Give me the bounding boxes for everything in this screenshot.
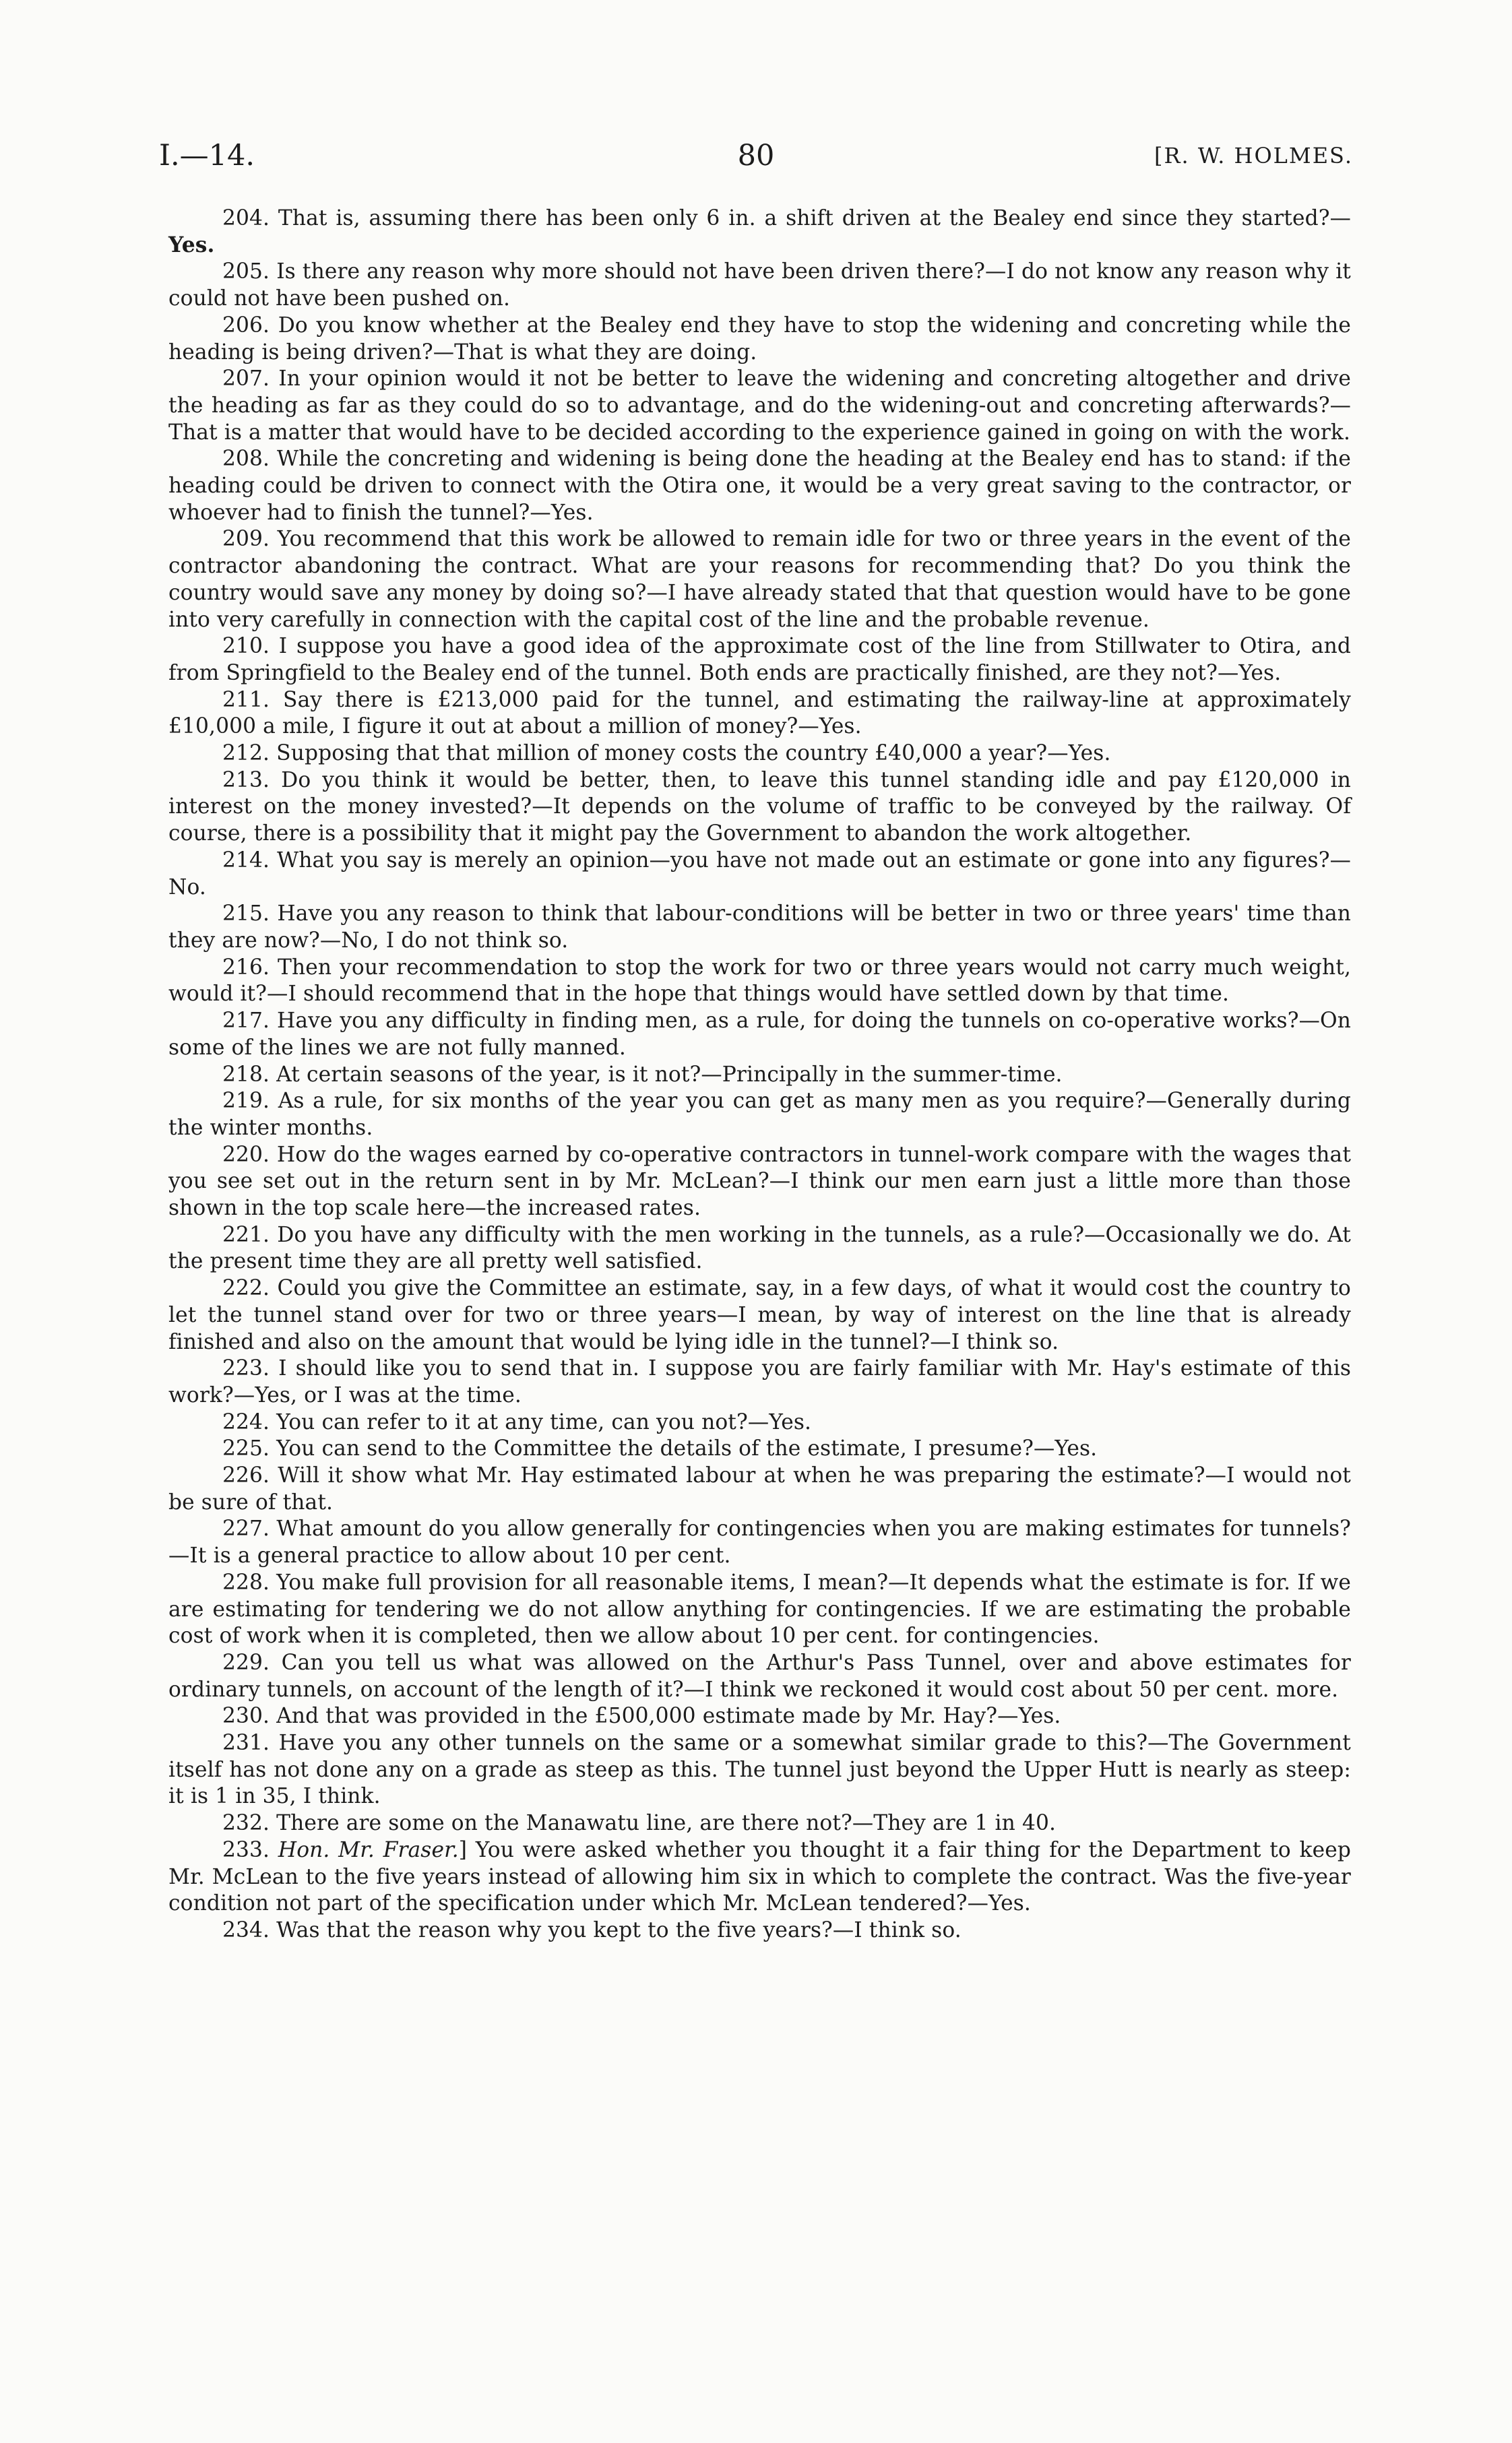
question-answer-paragraph bbox=[168, 687, 1351, 740]
question-answer-paragraph bbox=[168, 1275, 1351, 1356]
paragraph-text: Have you any reason to think that labour-conditions will be better in two or three years' time than they are now?—No, I do not think so. bbox=[168, 901, 1351, 953]
paragraph-text: Can you tell us what was allowed on the Arthur's Pass Tunnel, over and above estimates for ordinary tunnels, on account of the length of it?—I think we reckoned it would cost about 50 per cent. more. bbox=[168, 1650, 1351, 1702]
paragraph-text: Say there is £213,000 paid for the tunnel, and estimating the railway-line at approximately £10,000 a mile, I figure it out at about a million of money?—Yes. bbox=[168, 687, 1351, 739]
paragraph-text: I suppose you have a good idea of the approximate cost of the line from Stillwater to Otira, and from Springfield to the Bealey end of the tunnel. Both ends are practically finished, are they not?—Yes. bbox=[168, 634, 1351, 685]
question-answer-paragraph bbox=[168, 1142, 1351, 1222]
question-answer-paragraph bbox=[168, 446, 1351, 526]
question-number: 212. bbox=[222, 741, 270, 766]
question-answer-paragraph bbox=[168, 1570, 1351, 1650]
question-number: 204. bbox=[222, 206, 270, 230]
question-number: 211. bbox=[222, 687, 270, 712]
question-answer-paragraph bbox=[168, 901, 1351, 954]
question-number: 227. bbox=[222, 1517, 270, 1542]
paragraph-text: Have you any difficulty in finding men, as a rule, for doing the tunnels on co-operative works?—On some of the lines we are not fully manned. bbox=[168, 1009, 1351, 1060]
paragraph-text: ] You were asked whether you thought it a fair thing for the Department to keep Mr. McLean to the five years instead of allowing him six in which to complete the contract. Was the five-year condition not part of the specification under which Mr. McLean tendered?—Yes. bbox=[168, 1837, 1351, 1916]
question-answer-paragraph bbox=[168, 1409, 1351, 1436]
question-answer-paragraph bbox=[168, 313, 1351, 366]
question-answer-paragraph bbox=[168, 1436, 1351, 1463]
paragraph-text: Do you think it would be better, then, to leave this tunnel standing idle and pay £120,000 in interest on the money invested?—It depends on the volume of traffic to be conveyed by the railway. Of course, there is a possibility that it might pay the Government to abandon the work altogether. bbox=[168, 767, 1351, 846]
paragraph-text: There are some on the Manawatu line, are there not?—They are 1 in 40. bbox=[276, 1811, 1057, 1836]
question-answer-paragraph bbox=[168, 259, 1351, 312]
question-answer-paragraph bbox=[168, 848, 1351, 901]
paragraph-text: You can send to the Committee the details of the estimate, I presume?—Yes. bbox=[276, 1436, 1098, 1461]
paragraph-text: Then your recommendation to stop the work for two or three years would not carry much weight, would it?—I should recommend that in the hope that things would have settled down by that time. bbox=[168, 955, 1351, 1007]
question-answer-paragraph bbox=[168, 633, 1351, 687]
question-number: 206. bbox=[222, 313, 270, 338]
paragraph-text: And that was provided in the £500,000 estimate made by Mr. Hay?—Yes. bbox=[276, 1704, 1061, 1729]
question-answer-paragraph bbox=[168, 1837, 1351, 1917]
question-answer-paragraph bbox=[168, 366, 1351, 446]
paragraph-text: Have you any other tunnels on the same or a somewhat similar grade to this?—The Government itself has not done any on a grade as steep as this. The tunnel just beyond the Upper Hutt is nearly as steep: it is 1 in 35, I think. bbox=[168, 1731, 1351, 1809]
question-number: 231. bbox=[222, 1731, 270, 1756]
paper-reference: I.—14. bbox=[159, 139, 255, 172]
question-number: 234. bbox=[222, 1918, 270, 1942]
question-number: 210. bbox=[222, 634, 270, 659]
paragraph-text: Is there any reason why more should not have been driven there?—I do not know any reason why it could not have been pushed on. bbox=[168, 259, 1351, 311]
question-number: 220. bbox=[222, 1142, 270, 1167]
question-number: 228. bbox=[222, 1570, 270, 1595]
question-number: 214. bbox=[222, 848, 270, 872]
paragraph-text: You make full provision for all reasonable items, I mean?—It depends what the estimate is for. If we are estimating for tendering we do not allow anything for contingencies. If we are estimating the probable cost of work when it is completed, then we allow about 10 per cent. for contingencies. bbox=[168, 1570, 1351, 1649]
paragraph-text: Could you give the Committee an estimate, say, in a few days, of what it would cost the country to let the tunnel stand over for two or three years—I mean, by way of interest on the line that is already finished and also on the amount that would be lying idle in the tunnel?—I think so. bbox=[168, 1276, 1351, 1354]
question-answer-paragraph bbox=[168, 1917, 1351, 1944]
paragraph-text: Will it show what Mr. Hay estimated labour at when he was preparing the estimate?—I would not be sure of that. bbox=[168, 1463, 1351, 1515]
question-number: 232. bbox=[222, 1811, 270, 1836]
question-number: 207. bbox=[222, 367, 270, 391]
question-number: 224. bbox=[222, 1409, 270, 1434]
question-answer-paragraph bbox=[168, 1062, 1351, 1089]
question-answer-paragraph bbox=[168, 1516, 1351, 1569]
question-answer-paragraph bbox=[168, 205, 1351, 259]
question-answer-paragraph bbox=[168, 767, 1351, 848]
question-answer-paragraph bbox=[168, 1650, 1351, 1703]
paragraph-text: While the concreting and widening is being done the heading at the Bealey end has to stand: if the heading could be driven to connect with the Otira one, it would be a very great saving to the contractor, or whoever had to finish the tunnel?—Yes. bbox=[168, 447, 1351, 525]
question-answer-paragraph bbox=[168, 1730, 1351, 1810]
question-number: 219. bbox=[222, 1089, 270, 1114]
question-number: 221. bbox=[222, 1222, 270, 1247]
paragraph-text: Was that the reason why you kept to the five years?—I think so. bbox=[276, 1918, 962, 1942]
question-number: 230. bbox=[222, 1704, 270, 1729]
paragraph-text: What you say is merely an opinion—you have not made out an estimate or gone into any figures?—No. bbox=[168, 848, 1351, 899]
answer-emphasis: Yes. bbox=[168, 232, 215, 257]
question-answer-paragraph bbox=[168, 1463, 1351, 1516]
question-answer-paragraph bbox=[168, 1222, 1351, 1275]
paragraph-text: I should like you to send that in. I suppose you are fairly familiar with Mr. Hay's estimate of this work?—Yes, or I was at the time. bbox=[168, 1356, 1351, 1407]
question-number: 213. bbox=[222, 767, 270, 792]
paragraph-text: That is, assuming there has been only 6 in. a shift driven at the Bealey end since they started?— bbox=[278, 206, 1351, 230]
question-number: 205. bbox=[222, 259, 270, 284]
witness-name: [R. W. HOLMES. bbox=[1154, 143, 1353, 168]
question-answer-paragraph bbox=[168, 526, 1351, 633]
question-answer-paragraph bbox=[168, 1810, 1351, 1837]
question-number: 223. bbox=[222, 1356, 270, 1381]
question-answer-paragraph bbox=[168, 740, 1351, 767]
paragraph-text: At certain seasons of the year, is it not?—Principally in the summer-time. bbox=[276, 1062, 1063, 1087]
question-number: 233. bbox=[222, 1837, 270, 1862]
page-number: 80 bbox=[737, 139, 775, 172]
question-number: 215. bbox=[222, 901, 270, 926]
paragraph-text: How do the wages earned by co-operative contractors in tunnel-work compare with the wages that you see set out in the return sent in by Mr. McLean?—I think our men earn just a little more than those shown in the top scale here—the increased rates. bbox=[168, 1142, 1351, 1221]
question-number: 217. bbox=[222, 1009, 270, 1034]
question-number: 208. bbox=[222, 447, 270, 472]
paragraph-text: Supposing that that million of money costs the country £40,000 a year?—Yes. bbox=[276, 741, 1111, 766]
question-number: 222. bbox=[222, 1276, 270, 1301]
paragraph-text: Do you know whether at the Bealey end they have to stop the widening and concreting while the heading is being driven?—That is what they are doing. bbox=[168, 313, 1351, 364]
question-answer-paragraph bbox=[168, 1008, 1351, 1061]
speaker-name: Hon. Mr. Fraser. bbox=[278, 1837, 459, 1862]
question-answer-paragraph bbox=[168, 1088, 1351, 1141]
evidence-text bbox=[168, 205, 1351, 1944]
question-number: 229. bbox=[222, 1650, 270, 1675]
paragraph-text: In your opinion would it not be better to leave the widening and concreting altogether and drive the heading as far as they could do so to advantage, and do the widening-out and concreting afterwards?—That is a matter that would have to be decided according to the experience gained in going on with the work. bbox=[168, 367, 1351, 445]
question-answer-paragraph bbox=[168, 955, 1351, 1008]
question-number: 225. bbox=[222, 1436, 270, 1461]
question-number: 218. bbox=[222, 1062, 270, 1087]
page-header bbox=[159, 132, 1353, 179]
paragraph-text: Do you have any difficulty with the men working in the tunnels, as a rule?—Occasionally we do. At the present time they are all pretty well satisfied. bbox=[168, 1222, 1351, 1274]
question-number: 209. bbox=[222, 527, 270, 552]
question-answer-paragraph bbox=[168, 1703, 1351, 1730]
question-number: 226. bbox=[222, 1463, 270, 1488]
paragraph-text: As a rule, for six months of the year you can get as many men as you require?—Generally during the winter months. bbox=[168, 1089, 1351, 1140]
paragraph-text: What amount do you allow generally for contingencies when you are making estimates for tunnels?—It is a general practice to allow about 10 per cent. bbox=[168, 1517, 1351, 1568]
question-number: 216. bbox=[222, 955, 270, 980]
question-answer-paragraph bbox=[168, 1356, 1351, 1409]
paragraph-text: You can refer to it at any time, can you not?—Yes. bbox=[276, 1409, 812, 1434]
paragraph-text: You recommend that this work be allowed to remain idle for two or three years in the event of the contractor abandoning the contract. What are your reasons for recommending that? Do you think the country would save any money by doing so?—I have already stated that that question would have to be gone into very carefully in connection with the capital cost of the line and the probable revenue. bbox=[168, 527, 1351, 632]
